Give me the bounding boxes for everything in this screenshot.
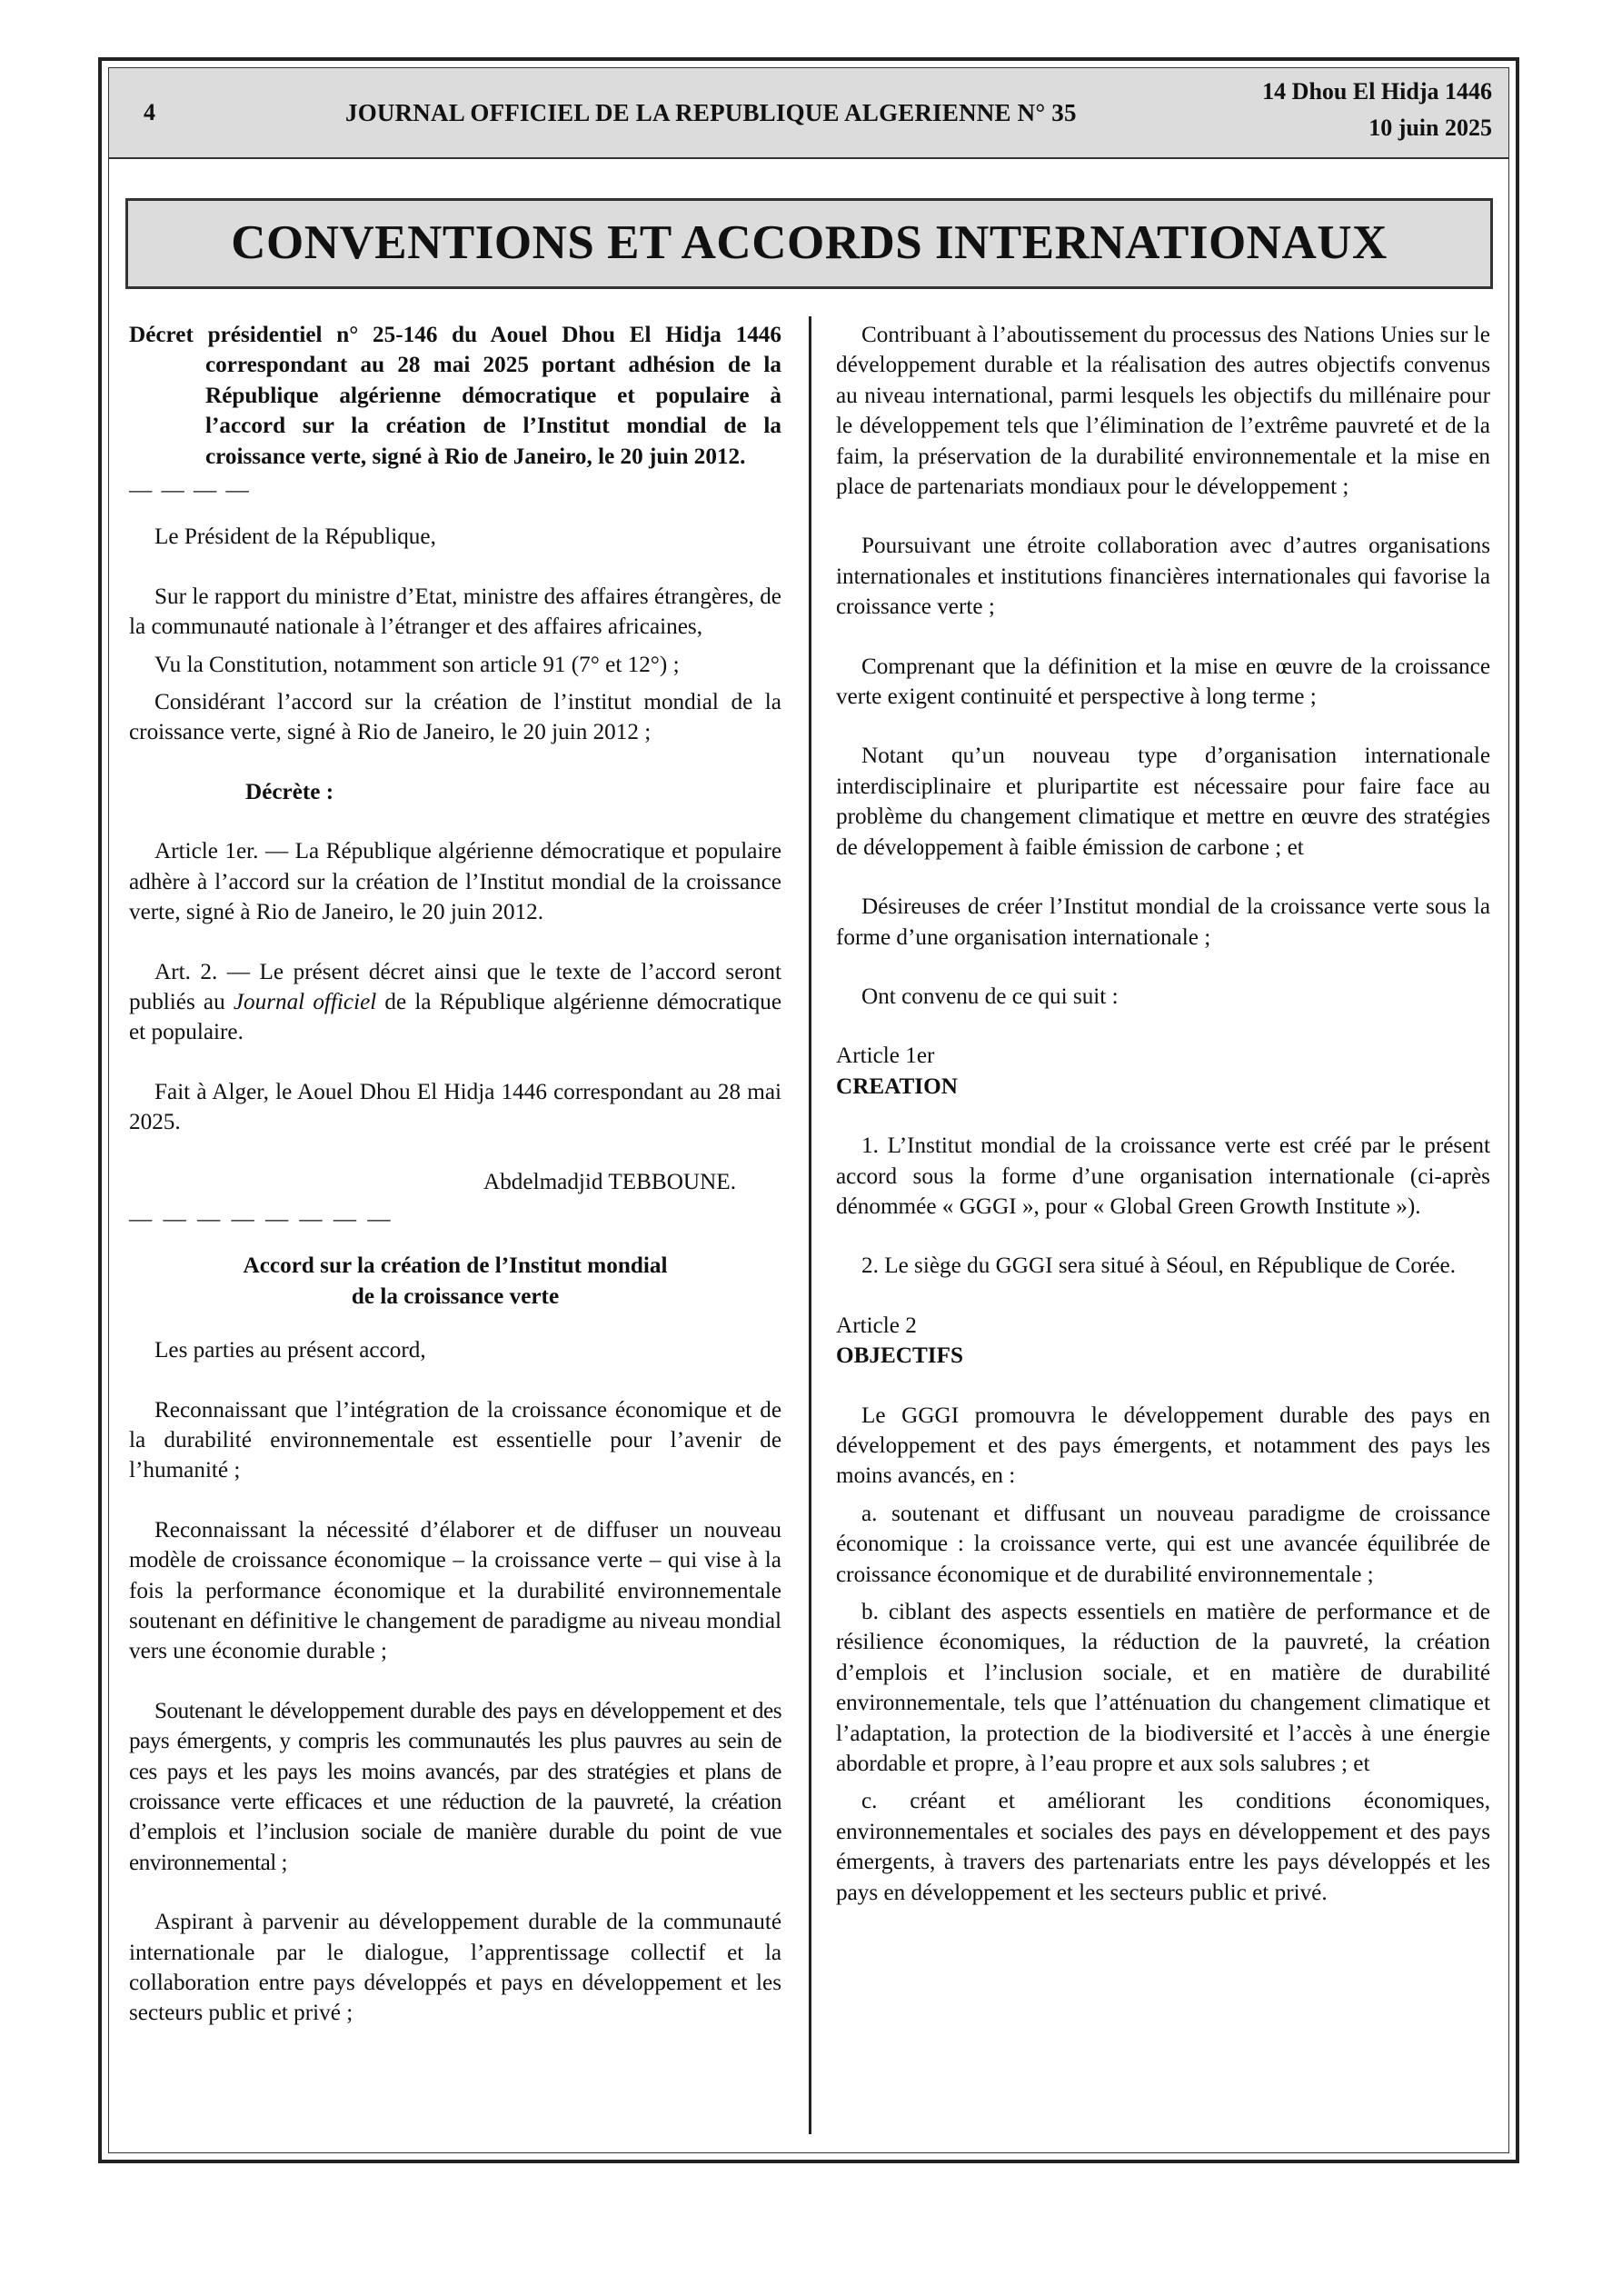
- paragraph-contribuant: Contribuant à l’aboutissement du processus des Nations Unies sur le développement durable et la réalisation des autres objectifs convenus au niveau international, parmi lesquels les objectifs du millénaire pour le développement tels que l’élimination de l’extrême pauvreté et de la faim, la préservation de la durabilité environnementale et la mise en place de partenariats mondiaux pour le développement ;: [836, 323, 1490, 500]
- article-2-item-a: a. soutenant et diffusant un nouveau paradigme de croissance économique : la croissance verte, qui est une avancée équilibrée de croissance économique et de durabilité environnementale ;: [836, 1501, 1490, 1587]
- journal-header: [109, 68, 1508, 159]
- accord-title-line-2: de la croissance verte: [351, 1283, 560, 1309]
- article-1: Article 1er. — La République algérienne démocratique et populaire adhère à l’accord sur la création de l’Institut mondial de la croissance verte, signé à Rio de Janeiro, le 20 juin 2012.: [129, 839, 781, 925]
- paragraph-soutenant: Soutenant le développement durable des pays en développement et des pays émergents, y compris les communautés les plus pauvres au sein de ces pays et les pays les moins avancés, par des stratégies et plans de croissance verte efficaces et une réduction de la pauvreté, la création d’emplois et l’inclusion sociale de manière durable du point de vue environnemental ;: [129, 1698, 781, 1875]
- accord-title: [129, 1251, 781, 1312]
- separator-long: — — — — — — — —: [129, 1206, 393, 1232]
- paragraph-parties: Les parties au présent accord,: [154, 1338, 426, 1363]
- article-2-item-b: b. ciblant des aspects essentiels en matière de performance et de résilience économiques, la réduction de la pauvreté, la création d’emplois et l’inclusion sociale, et en matière de durabilité environnementale, tels que l’atténuation du changement climatique et l’adaptation, la protection de la biodiversité et l’accès à une énergie abordable et propre, à l’eau propre et aux sols salubres ; et: [836, 1600, 1490, 1777]
- paragraph-poursuivant: Poursuivant une étroite collaboration avec d’autres organisations internationales et institutions financières internationales qui favorise la croissance verte ;: [836, 534, 1490, 620]
- separator: — — — —: [129, 478, 251, 504]
- column-divider: [809, 316, 811, 2134]
- article-2-text-a: Art. 2. — Le présent décret ainsi que le texte de l’accord seront publiés au: [129, 959, 781, 1014]
- paragraph-constitution: Vu la Constitution, notamment son article 91 (7° et 12°) ;: [154, 652, 680, 677]
- article-2-name: OBJECTIFS: [836, 1343, 963, 1369]
- article-1-point-1: 1. L’Institut mondial de la croissance verte est créé par le présent accord sous la forme d’une organisation internationale (ci-après dénommée « GGGI », pour « Global Green Growth Institute »).: [836, 1133, 1490, 1219]
- article-1-name: CREATION: [836, 1073, 958, 1099]
- article-1-point-2: 2. Le siège du GGGI sera situé à Séoul, en République de Corée.: [861, 1253, 1456, 1279]
- article-2-heading: Article 2: [836, 1313, 917, 1338]
- issue-dates: [1262, 74, 1492, 146]
- paragraph-comprenant: Comprenant que la définition et la mise en œuvre de la croissance verte exigent continuité et perspective à long terme ;: [836, 654, 1490, 710]
- paragraph-ont-convenu: Ont convenu de ce qui suit :: [861, 983, 1119, 1009]
- date-hijri: 14 Dhou El Hidja 1446: [1262, 78, 1492, 105]
- paragraph-rapport: Sur le rapport du ministre d’Etat, ministre des affaires étrangères, de la communauté nationale à l’étranger et des affaires africaines,: [129, 584, 781, 640]
- paragraph-fait: Fait à Alger, le Aouel Dhou El Hidja 1446 correspondant au 28 mai 2025.: [129, 1079, 781, 1135]
- paragraph-desireuses: Désireuses de créer l’Institut mondial de la croissance verte sous la forme d’une organisation internationale ;: [836, 894, 1490, 950]
- paragraph-considerant: Considérant l’accord sur la création de l’institut mondial de la croissance verte, signé à Rio de Janeiro, le 20 juin 2012 ;: [129, 690, 781, 745]
- accord-title-line-1: Accord sur la création de l’Institut mondial: [243, 1253, 668, 1279]
- decree-title: Décret présidentiel n° 25-146 du Aouel Dhou El Hidja 1446 correspondant au 28 mai 2025 portant adhésion de la République algérienne démocratique et populaire à l’accord sur la création de l’Institut mondial de la croissance verte, signé à Rio de Janeiro, le 20 juin 2012.: [129, 323, 781, 469]
- paragraph-aspirant: Aspirant à parvenir au développement durable de la communauté internationale par le dialogue, l’apprentissage collectif et la collaboration entre pays développés et pays en développement et les secteurs public et privé ;: [129, 1910, 781, 2026]
- article-2-intro: Le GGGI promouvra le développement durable des pays en développement et des pays émergents, et notamment des pays les moins avancés, en :: [836, 1403, 1490, 1489]
- journal-title: JOURNAL OFFICIEL DE LA REPUBLIQUE ALGERIENNE N° 35: [345, 99, 1077, 126]
- paragraph-reconnaissant-2: Reconnaissant la nécessité d’élaborer et de diffuser un nouveau modèle de croissance économique – la croissance verte – qui vise à la fois la performance économique et la durabilité environnementale soutenant en définitive le changement de paradigme au niveau mondial vers une économie durable ;: [129, 1517, 781, 1664]
- paragraph-reconnaissant-1: Reconnaissant que l’intégration de la croissance économique et de la durabilité environnementale est essentielle pour l’avenir de l’humanité ;: [129, 1397, 781, 1483]
- article-1-heading: Article 1er: [836, 1043, 935, 1069]
- left-column: [129, 320, 781, 2058]
- article-2-item-c: c. créant et améliorant les conditions économiques, environnementales et sociales des pays en développement et des pays émergents, à travers des partenariats entre les pays développés et les pays en développement et les secteurs public et privé.: [836, 1789, 1490, 1905]
- signature: Abdelmadjid TEBBOUNE.: [483, 1169, 736, 1194]
- decrete-heading: Décrète :: [245, 779, 334, 804]
- page-number: 4: [144, 99, 155, 125]
- article-2: [129, 957, 781, 1048]
- section-banner: CONVENTIONS ET ACCORDS INTERNATIONAUX: [125, 198, 1493, 289]
- paragraph-president: Le Président de la République,: [154, 524, 436, 550]
- date-gregorian: 10 juin 2025: [1368, 115, 1492, 141]
- journal-officiel-italic: Journal officiel: [233, 989, 377, 1014]
- right-column: [836, 320, 1490, 1915]
- paragraph-notant: Notant qu’un nouveau type d’organisation internationale interdisciplinaire et pluripartite est nécessaire pour faire face au problème du changement climatique et mettre en œuvre des stratégies de développement à faible émission de carbone ; et: [836, 744, 1490, 860]
- article-2-text-b: de la République algérienne démocratique et populaire.: [129, 989, 781, 1045]
